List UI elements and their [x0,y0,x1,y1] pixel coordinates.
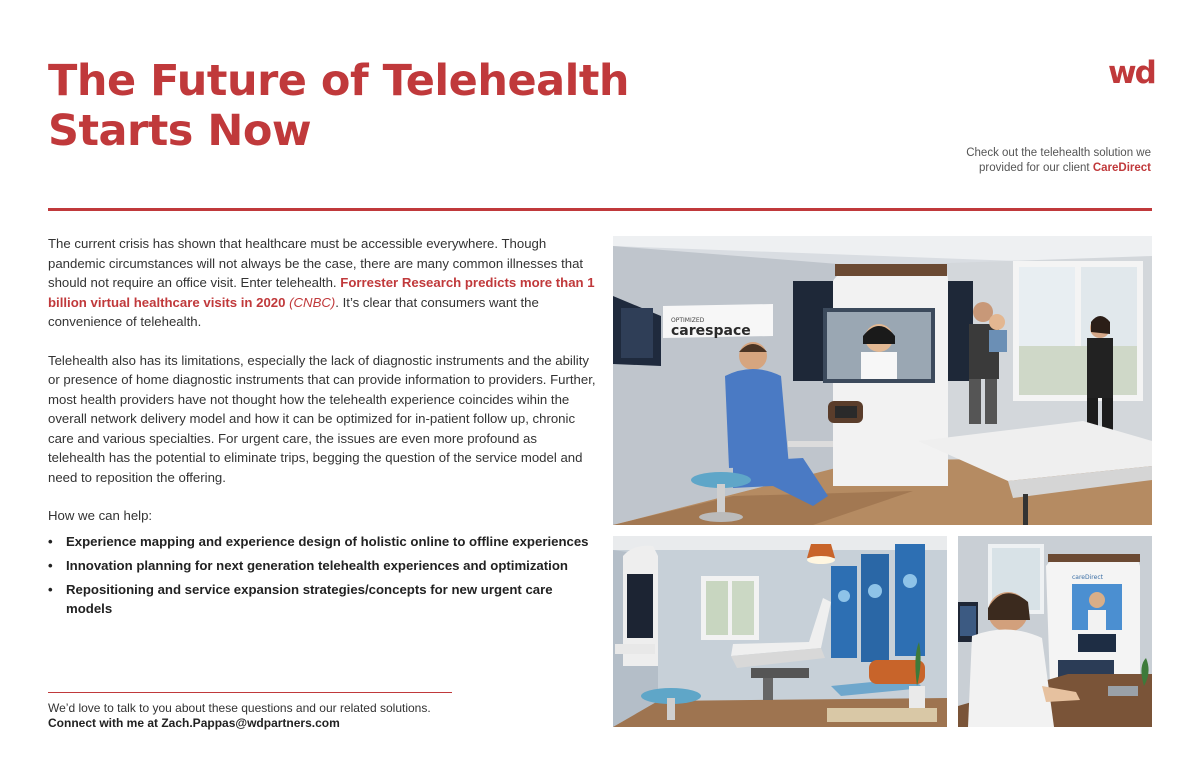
bullet: • [48,557,53,573]
paragraph-limitations: Telehealth also has its limitations, especially the lack of diagnostic instruments and the ability or presence of home diagnostic instruments that can provide information to providers. Further, most health providers have not thought how the telehealth experience coincides wihin the overall network delivery model and how it can be optimized for in-patient follow up, chronic care and various specialties. For urgent care, the issues are even more profound as telehealth has the potential to eliminate trips, begging the question of the service model and need to reposition the offering. [48,352,596,485]
photo-carespace-room [613,236,1152,525]
photo-caredirect-kiosk [958,536,1152,727]
header-divider [48,208,1152,211]
help-item-experience-mapping [48,532,596,551]
photo-exam-room [613,536,947,727]
carespace-sign-small: OPTIMIZED [671,317,705,324]
wd-logo[interactable]: wd [1108,55,1155,91]
paragraph-intro-text-a: The current crisis has shown that healthcare must be accessible everywhere. Though pandemic circumstances will not always be the case, there are many common illnesses that should not require an office visit. Enter telehealth. [48,236,584,290]
bullet: • [48,533,53,549]
page-title [48,56,668,156]
kiosk-brand: careDirect [1072,574,1103,581]
footer [48,701,608,731]
cnbc-source: (CNBC) [289,294,336,310]
forrester-highlight: Forrester Research predicts more than 1 billion virtual healthcare visits in 2020 [48,275,595,310]
help-item-repositioning [48,580,596,618]
help-list [48,532,596,618]
carespace-sign-large: carespace [671,323,751,339]
contact-email[interactable]: Connect with me at Zach.Pappas@wdpartners.com [48,716,340,730]
help-item-label: Innovation planning for next generation telehealth experiences and optimization [66,557,568,573]
carespace-room-illustration [613,236,1152,525]
footer-divider [48,692,452,693]
client-callout [911,146,1151,176]
client-link-caredirect[interactable]: CareDirect [1092,162,1151,174]
title-line-2: Starts Now [48,106,312,156]
client-callout-prefix: provided for our client [979,162,1090,174]
article-body [48,234,596,623]
caredirect-kiosk-illustration [958,536,1152,727]
title-line-1: The Future of Telehealth [48,56,630,106]
help-item-label: Experience mapping and experience design of holistic online to offline experiences [66,533,589,549]
bullet: • [48,581,53,597]
client-callout-line-1: Check out the telehealth solution we [966,147,1151,159]
paragraph-intro-text-b: . It’s clear that consumers want the convenience of telehealth. [48,294,539,329]
help-item-label: Repositioning and service expansion strategies/concepts for new urgent care models [66,581,553,616]
help-item-innovation-planning [48,556,596,575]
paragraph-intro [48,234,596,332]
footer-invite: We’d love to talk to you about these questions and our related solutions. [48,701,431,715]
client-callout-line-2 [911,161,1151,176]
exam-room-illustration [613,536,947,727]
help-heading: How we can help: [48,508,153,523]
